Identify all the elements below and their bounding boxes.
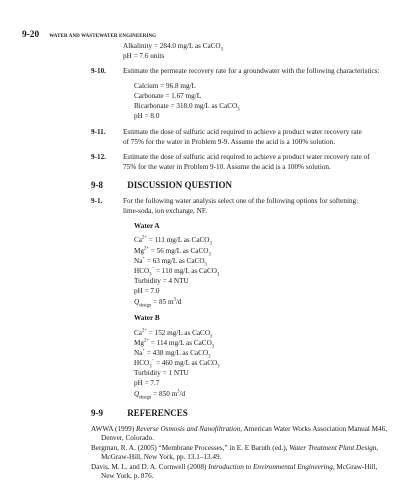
reference-awwa: AWWA (1999) Reverse Osmosis and Nanofiltration, American Water Works Association Manual M46,	[91, 425, 388, 433]
problem-9-10-text: Estimate the permeate recovery rate for a groundwater with the following characteristics:	[123, 67, 380, 75]
water-a-label: Water A	[134, 222, 160, 230]
water-a-sodium: Na+ = 63 mg/L as CaCO$_3$	[134, 256, 207, 268]
water-b-magnesium: $Mg^{2+} = 114$ mg/L as CaCO$_3$	[134, 338, 215, 350]
water-b-ph: pH = 7.7	[134, 379, 160, 387]
reference-davis-cont: New York, p. 876.	[101, 472, 154, 480]
alkalinity-line: Alkalinity = 284.0 mg/L as CaCO$_3$	[123, 42, 223, 53]
reference-awwa-cont: Denver, Colorado.	[101, 434, 155, 442]
water-b-sodium: Na+ = 438 mg/L as CaCO$_3$	[134, 348, 211, 360]
problem-9-12-number: 9-12.	[91, 153, 106, 161]
water-a-magnesium: $Mg^{2+} = 56$ mg/L as CaCO$_3$	[134, 246, 211, 258]
problem-9-11-number: 9-11.	[91, 128, 106, 136]
water-b-calcium: $Ca^{2+} = 152$ mg/L as CaCO$_3$	[134, 328, 213, 340]
bicarbonate-line: Bicarbonate = 318.0 mg/L as CaCO$_3$	[134, 102, 240, 113]
page-header	[22, 24, 156, 42]
ph-line-top: pH = 7.6 units	[123, 52, 165, 60]
carbonate-line: Carbonate = 1.67 mg/L	[134, 92, 202, 100]
problem-9-11-line2: of 75% for the water in Problem 9-9. Assume the acid is a 100% solution.	[123, 138, 335, 146]
reference-davis: Davis, M. L. and D. A. Cornwell (2008) Introduction to Environmental Engineering, McGraw-Hill,	[91, 463, 378, 471]
water-b-bicarbonate: $HCO_3^- = 460$ mg/L as CaCO$_3$	[134, 358, 220, 370]
water-a-ph: pH = 7.0	[134, 287, 160, 295]
water-a-bicarbonate: $HCO_3^- = 110$ mg/L as CaCO$_3$	[134, 266, 220, 278]
water-a-turbidity: Turbidity = 4 NTU	[134, 277, 189, 285]
problem-9-1-line2: lime-soda, ion exchange, NF.	[123, 207, 208, 215]
problem-9-1-line1: For the following water analysis select one of the following options for softening:	[123, 197, 359, 205]
problem-9-1-number: 9-1.	[91, 197, 103, 205]
ph-line-9-10: pH = 8.0	[134, 112, 160, 120]
problem-9-12-line1: Estimate the dose of sulfuric acid required to achieve a product water recovery rate of	[123, 153, 370, 161]
water-b-flow: $Q_{design} = 850$ $m^3/d$	[134, 389, 186, 401]
water-a-calcium: $Ca^{2+} = 111$ mg/L as CaCO$_3$	[134, 235, 212, 247]
reference-bergman-cont: McGraw-Hill, New York, pp. 13.1–13.49.	[101, 453, 222, 461]
water-b-turbidity: Turbidity = 1 NTU	[134, 369, 189, 377]
section-9-8-heading: 9-8 DISCUSSION QUESTION	[91, 180, 233, 190]
problem-9-12-line2: 75% for the water in Problem 9-10. Assume the acid is a 100% solution.	[123, 163, 331, 171]
reference-bergman: Bergman, R. A. (2005) “Membrane Processes,” in E. E Baruth (ed.), Water Treatment Plant Design,	[91, 444, 379, 452]
page-number: 9-20	[22, 30, 40, 40]
calcium-line: Calcium = 96.8 mg/L	[134, 82, 196, 90]
water-b-label: Water B	[134, 314, 160, 322]
book-title: WATER AND WASTEWATER ENGINEERING	[49, 34, 157, 39]
section-9-9-heading: 9-9 REFERENCES	[91, 408, 188, 418]
water-a-flow: $Q_{design} = 85$ $m^3/d$	[134, 297, 182, 309]
problem-9-11-line1: Estimate the dose of sulfuric acid required to achieve a product water recovery rate	[123, 128, 362, 136]
problem-9-10-number: 9-10.	[91, 67, 106, 75]
